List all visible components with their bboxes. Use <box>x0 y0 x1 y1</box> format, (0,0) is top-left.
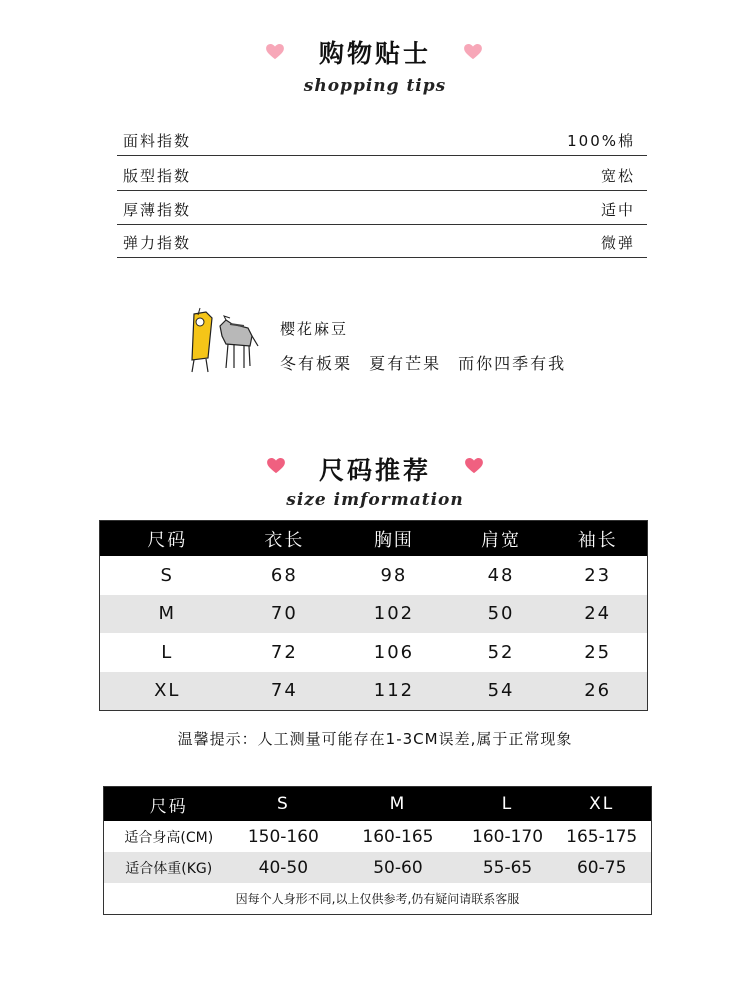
header-cell: S <box>276 794 290 814</box>
measurement-note: 温馨提示：人工测量可能存在1-3CM误差,属于正常现象 <box>177 730 573 748</box>
table-cell: 40-50 <box>258 857 309 878</box>
table-cell: 适合体重(KG) <box>125 860 213 877</box>
table-cell: 70 <box>270 603 298 625</box>
table-cell: 54 <box>487 680 515 702</box>
size-table-header <box>100 521 647 556</box>
header-cell: 尺码 <box>149 796 188 817</box>
heart-right-icon <box>465 458 483 474</box>
table-row <box>100 595 647 634</box>
fit-table <box>103 786 652 915</box>
table-cell: S <box>160 564 174 586</box>
tips-row-value: 适中 <box>600 201 635 219</box>
header-cell: M <box>389 794 407 814</box>
table-cell: 60-75 <box>576 857 627 878</box>
table-row <box>100 672 647 711</box>
tips-row-label: 版型指数 <box>123 167 192 185</box>
tips-row-value: 微弹 <box>600 234 635 252</box>
tips-row-fabric <box>117 123 647 156</box>
header-cell: XL <box>589 794 615 814</box>
table-cell: 50-60 <box>373 857 423 878</box>
tips-row-label: 弹力指数 <box>123 234 192 252</box>
header-cell: L <box>501 794 514 814</box>
header-cell: 尺码 <box>147 529 188 551</box>
table-cell: 160-170 <box>472 826 544 847</box>
table-cell: 50 <box>487 603 515 625</box>
table-cell: 55-65 <box>482 857 533 878</box>
tips-row-value: 宽松 <box>600 167 635 185</box>
table-cell: 160-165 <box>362 826 434 847</box>
tips-row-fit <box>117 158 647 191</box>
table-cell: M <box>158 603 177 625</box>
tips-row-thickness <box>117 192 647 225</box>
table-cell: L <box>161 641 174 663</box>
table-row <box>100 633 647 672</box>
tips-title: 购物贴士 <box>318 39 431 68</box>
tips-subtitle: shopping tips <box>303 76 447 96</box>
table-row <box>104 852 651 883</box>
heart-right-icon <box>464 44 482 60</box>
table-cell: 98 <box>380 564 408 586</box>
table-cell: XL <box>154 680 181 702</box>
table-cell: 165-175 <box>566 826 638 847</box>
size-info-subtitle: size imformation <box>286 490 464 510</box>
tips-row-label: 厚薄指数 <box>123 201 192 219</box>
table-cell: 106 <box>373 641 415 663</box>
header-cell: 胸围 <box>373 529 414 551</box>
header-cell: 袖长 <box>577 529 618 551</box>
brand-quote: 冬有板栗 夏有芒果 而你四季有我 <box>280 354 567 373</box>
fit-table-footer: 因每个人身形不同,以上仅供参考,仍有疑问请联系客服 <box>104 883 651 914</box>
table-row <box>104 821 651 852</box>
header-cell: 肩宽 <box>481 529 522 551</box>
table-cell: 102 <box>373 603 415 625</box>
table-cell: 适合身高(CM) <box>124 829 214 846</box>
size-table <box>99 520 648 711</box>
table-cell: 26 <box>584 680 612 702</box>
tips-row-label: 面料指数 <box>123 132 192 150</box>
fit-table-header <box>104 787 651 821</box>
table-cell: 150-160 <box>247 826 319 847</box>
table-cell: 72 <box>270 641 298 663</box>
unicorn-and-horse-illustration <box>186 306 266 376</box>
table-cell: 74 <box>270 680 298 702</box>
header-cell: 衣长 <box>264 529 305 551</box>
table-cell: 52 <box>487 641 515 663</box>
brand-name: 樱花麻豆 <box>280 320 349 338</box>
table-cell: 48 <box>487 564 515 586</box>
table-cell: 25 <box>584 641 612 663</box>
tips-row-elasticity <box>117 225 647 258</box>
tips-row-value: 100%棉 <box>567 132 635 150</box>
table-cell: 68 <box>270 564 298 586</box>
table-row <box>100 556 647 595</box>
size-info-title: 尺码推荐 <box>318 456 431 485</box>
table-cell: 24 <box>584 603 612 625</box>
table-cell: 23 <box>584 564 612 586</box>
table-cell: 112 <box>373 680 415 702</box>
